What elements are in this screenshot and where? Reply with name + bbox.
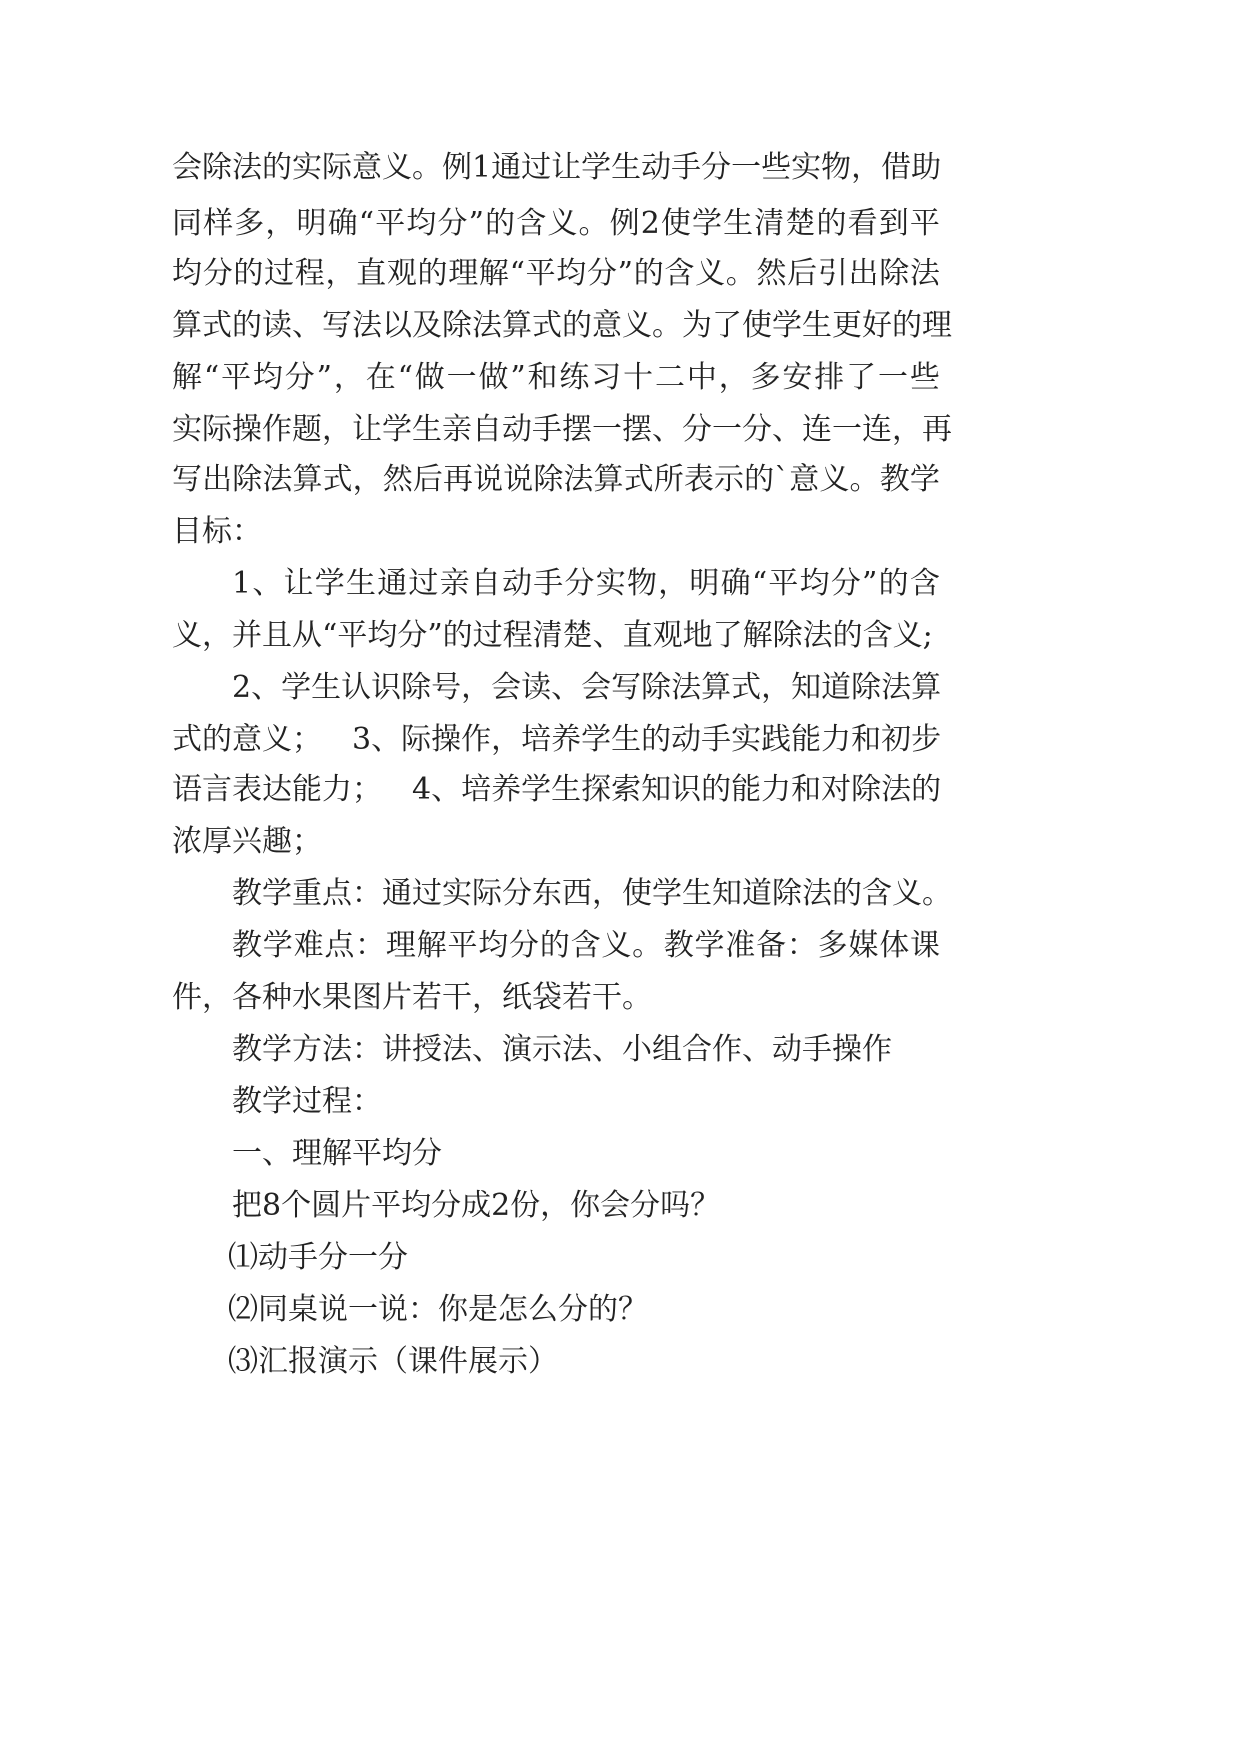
text-line-21: 把8个圆片平均分成2份，你会分吗？ — [232, 1188, 721, 1223]
text-line-10: 义，并且从“平均分”的过程清楚、直观地了解除法的含义; — [172, 618, 933, 653]
text-line-3: 均 分 的 过 程 ， 直 观 的 理 解 “ 平 均 分 ” 的 含 义 。 然 后 引 出 除 法 — [172, 256, 940, 291]
text-line-12: 式 的 意 义 ； 3 、 际 操 作 ， 培 养 学 生 的 动 手 实 践 能 力 和 初 步 — [172, 722, 942, 757]
text-line-18: 教学方法：讲授法、演示法、小组合作、动手操作 — [232, 1032, 892, 1067]
text-line-14: 浓厚兴趣； — [172, 824, 322, 859]
text-line-5: 解 “ 平 均 分 ” ， 在 “ 做 一 做 ” 和 练 习 十 二 中 ， 多 安 排 了 一 些 — [172, 360, 940, 395]
text-line-4: 算 式 的 读 、 写 法 以 及 除 法 算 式 的 意 义 。 为 了 使 学 生 更 好 的 理 — [172, 308, 952, 343]
text-line-6: 实 际 操 作 题 ， 让 学 生 亲 自 动 手 摆 一 摆 、 分 一 分 、 连 一 连 ， 再 — [172, 412, 952, 447]
text-line-2: 同 样 多 ， 明 确 “ 平 均 分 ” 的 含 义 。 例 2 使 学 生 清 楚 的 看 到 平 — [172, 206, 940, 241]
text-line-1: 会 除 法 的 实 际 意 义 。 例 1 通 过 让 学 生 动 手 分 一 些 实 物 ， 借 助 — [172, 150, 942, 185]
text-line-7: 写 出 除 法 算 式 ， 然 后 再 说 说 除 法 算 式 所 表 示 的 ` 意 义 。 教 学 — [172, 462, 940, 497]
text-line-23: ⑵同桌说一说：你是怎么分的？ — [228, 1292, 648, 1327]
text-line-22: ⑴动手分一分 — [228, 1240, 408, 1275]
text-line-15: 教学重点：通过实际分东西，使学生知道除法的含义。 — [232, 876, 952, 911]
text-line-8: 目标： — [172, 514, 262, 549]
text-line-11: 2 、 学 生 认 识 除 号 ， 会 读 、 会 写 除 法 算 式 ， 知 道 除 法 算 — [232, 670, 942, 705]
text-line-13: 语 言 表 达 能 力 ； 4 、 培 养 学 生 探 索 知 识 的 能 力 和 对 除 法 的 — [172, 772, 942, 807]
text-line-9: 1 、 让 学 生 通 过 亲 自 动 手 分 实 物 ， 明 确 “ 平 均 分 ” 的 含 — [232, 566, 940, 601]
text-line-17: 件，各种水果图片若干，纸袋若干。 — [172, 980, 652, 1015]
text-line-20: 一、理解平均分 — [232, 1136, 442, 1171]
text-line-24: ⑶汇报演示（课件展示） — [228, 1344, 558, 1379]
text-line-16: 教 学 难 点 ： 理 解 平 均 分 的 含 义 。 教 学 准 备 ： 多 媒 体 课 — [232, 928, 940, 963]
text-line-19: 教学过程： — [232, 1084, 382, 1119]
